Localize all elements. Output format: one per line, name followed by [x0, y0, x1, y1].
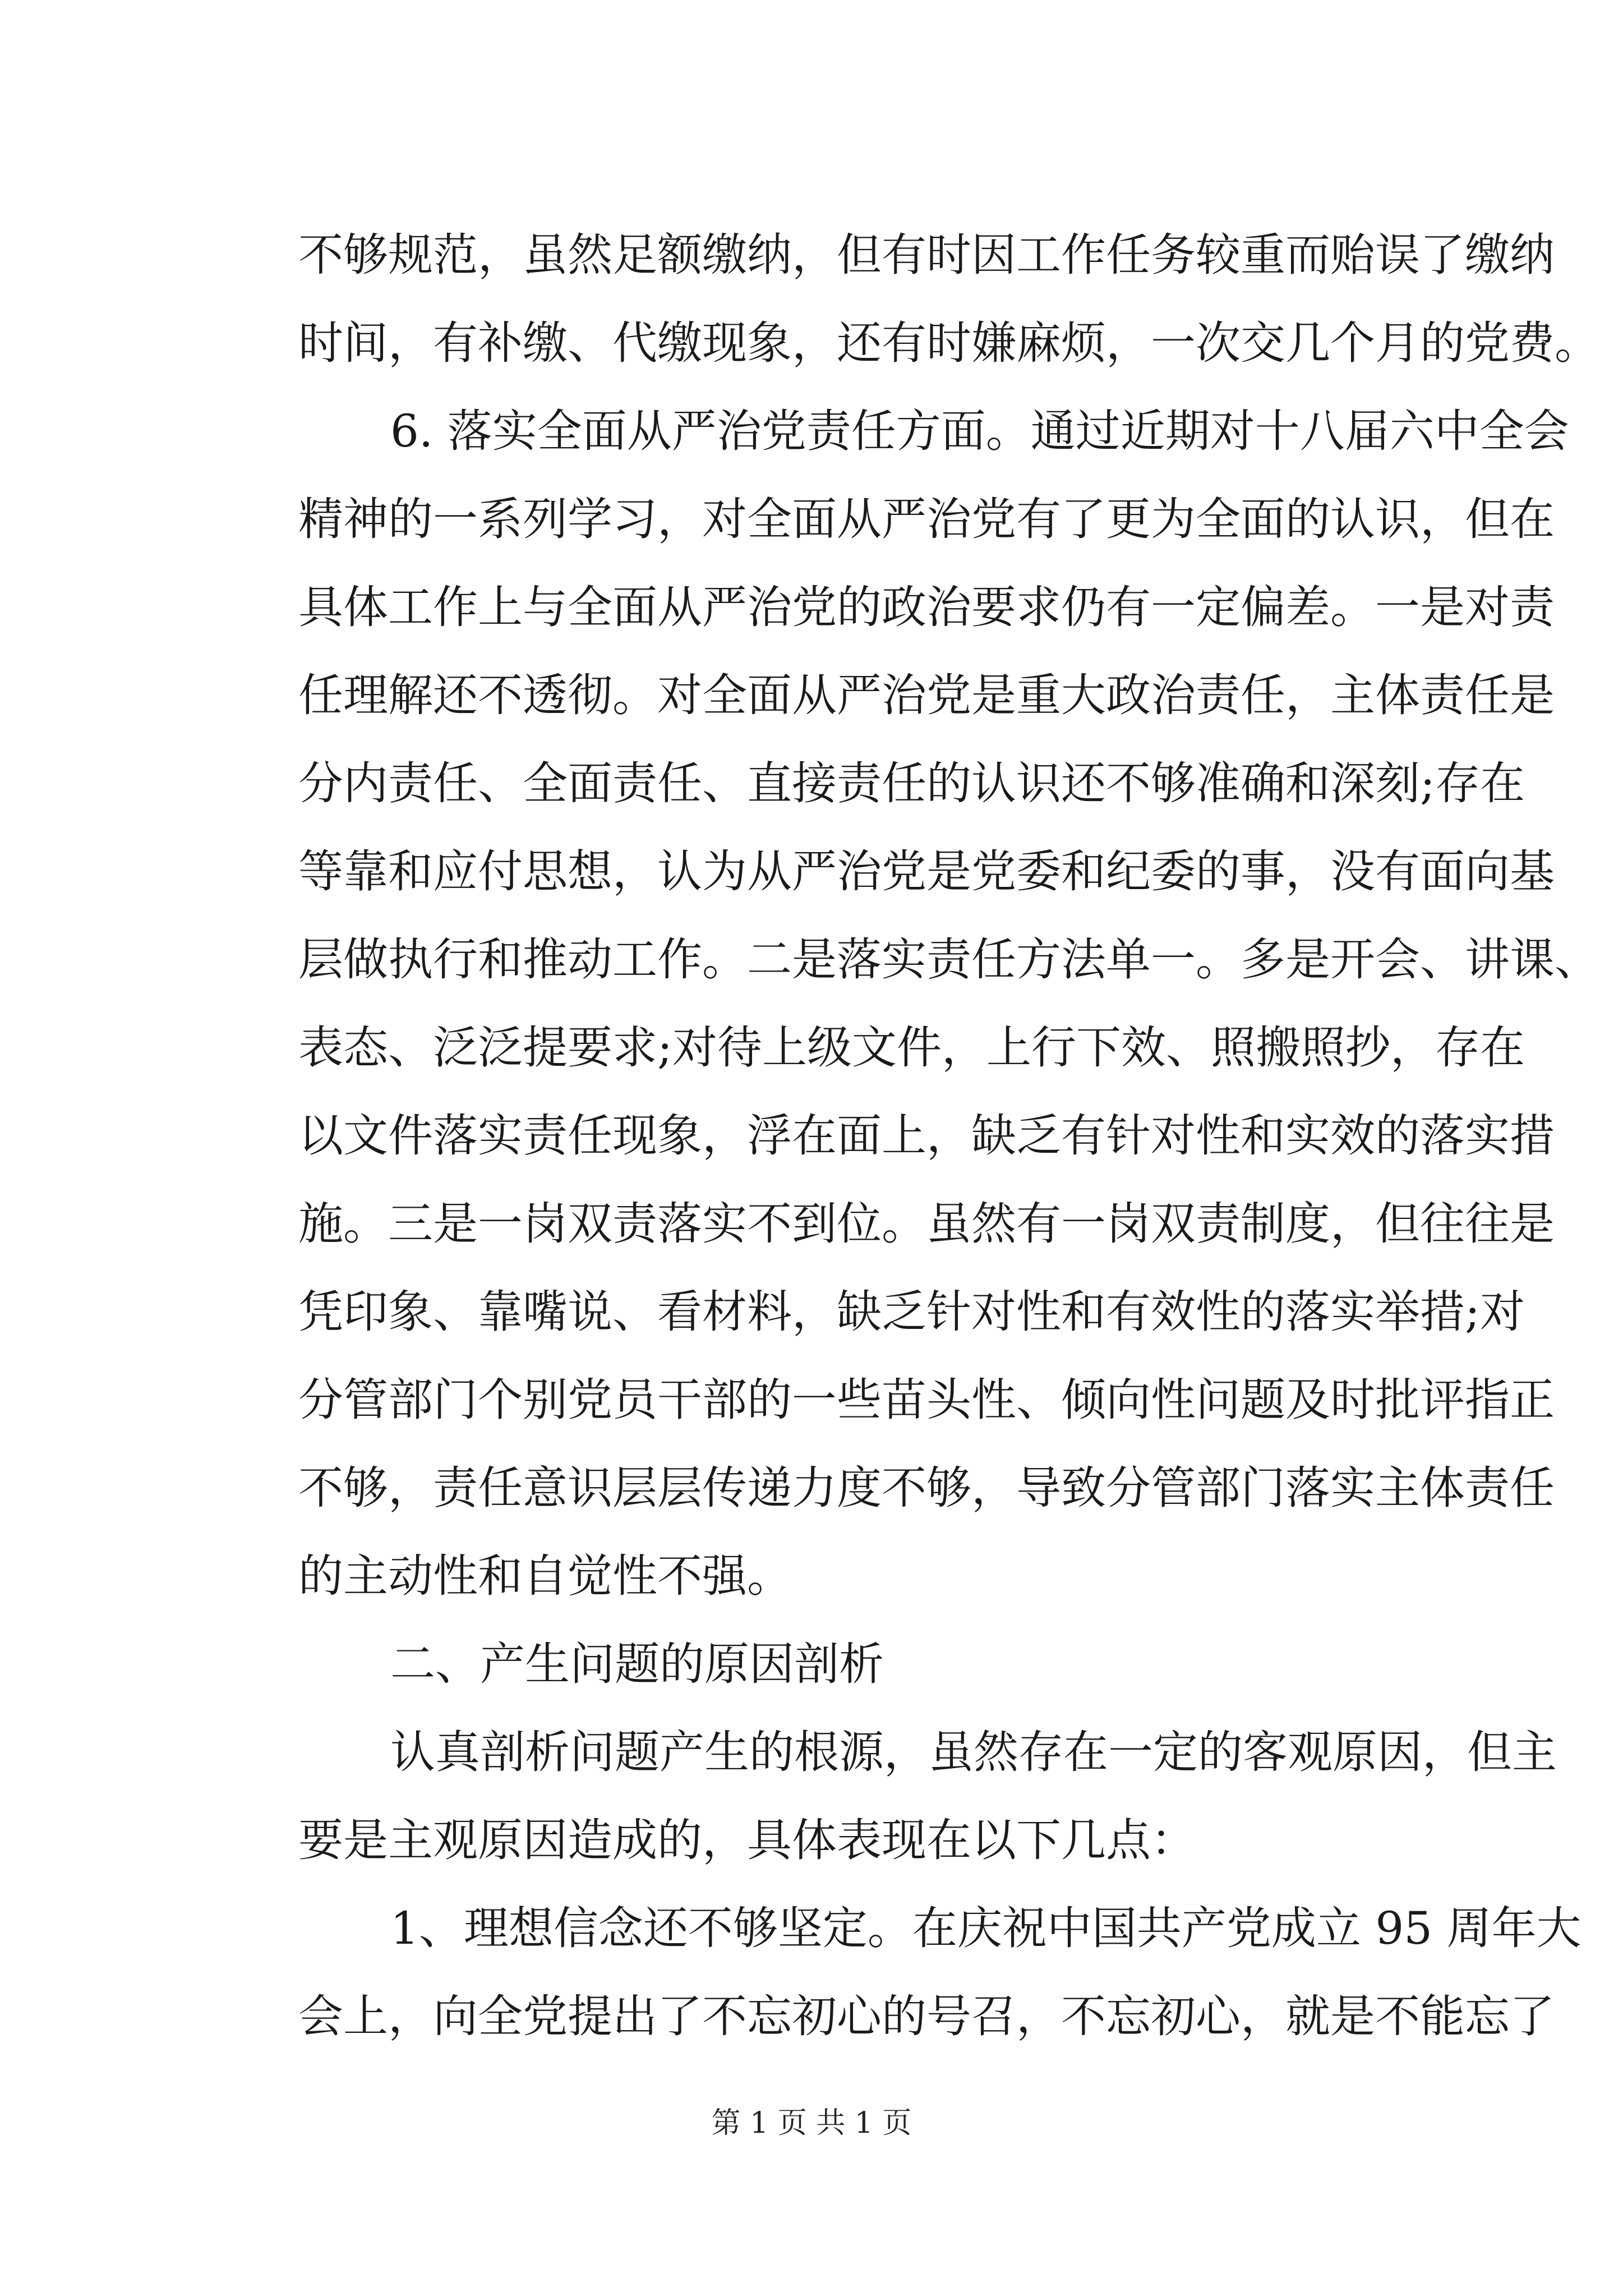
text-line: 认真剖析问题产生的根源，虽然存在一定的客观原因，但主 — [390, 1726, 1557, 1778]
text-line: 时间，有补缴、代缴现象，还有时嫌麻烦，一次交几个月的党费。 — [298, 317, 1599, 369]
page-footer: 第 1 页 共 1 页 — [711, 2106, 912, 2140]
text-line: 以文件落实责任现象，浮在面上，缺乏有针对性和实效的落实措 — [298, 1110, 1555, 1162]
text-line: 精神的一系列学习，对全面从严治党有了更为全面的认识，但在 — [298, 493, 1555, 545]
text-line: 不够，责任意识层层传递力度不够，导致分管部门落实主体责任 — [298, 1462, 1555, 1514]
text-line: 会上，向全党提出了不忘初心的号召，不忘初心，就是不能忘了 — [298, 1990, 1555, 2042]
text-line: 1、理想信念还不够坚定。在庆祝中国共产党成立 95 周年大 — [390, 1902, 1581, 1954]
text-line: 分管部门个别党员干部的一些苗头性、倾向性问题及时批评指正 — [298, 1374, 1555, 1426]
section-heading: 二、产生问题的原因剖析 — [390, 1638, 884, 1690]
text-line: 任理解还不透彻。对全面从严治党是重大政治责任，主体责任是 — [298, 669, 1555, 721]
text-line: 具体工作上与全面从严治党的政治要求仍有一定偏差。一是对责 — [298, 581, 1555, 633]
text-line: 不够规范，虽然足额缴纳，但有时因工作任务较重而贻误了缴纳 — [298, 229, 1555, 281]
text-line: 等靠和应付思想，认为从严治党是党委和纪委的事，没有面向基 — [298, 845, 1555, 898]
text-line: 施。三是一岗双责落实不到位。虽然有一岗双责制度，但往往是 — [298, 1198, 1555, 1250]
text-line: 凭印象、靠嘴说、看材料，缺乏针对性和有效性的落实举措;对 — [298, 1286, 1525, 1338]
text-line: 层做执行和推动工作。二是落实责任方法单一。多是开会、讲课、 — [298, 933, 1599, 986]
text-line: 分内责任、全面责任、直接责任的认识还不够准确和深刻;存在 — [298, 757, 1525, 809]
text-line: 6. 落实全面从严治党责任方面。通过近期对十八届六中全会 — [390, 405, 1569, 457]
text-line: 表态、泛泛提要求;对待上级文件，上行下效、照搬照抄，存在 — [298, 1022, 1525, 1074]
text-line: 要是主观原因造成的，具体表现在以下几点： — [298, 1814, 1196, 1866]
text-line: 的主动性和自觉性不强。 — [298, 1550, 792, 1602]
